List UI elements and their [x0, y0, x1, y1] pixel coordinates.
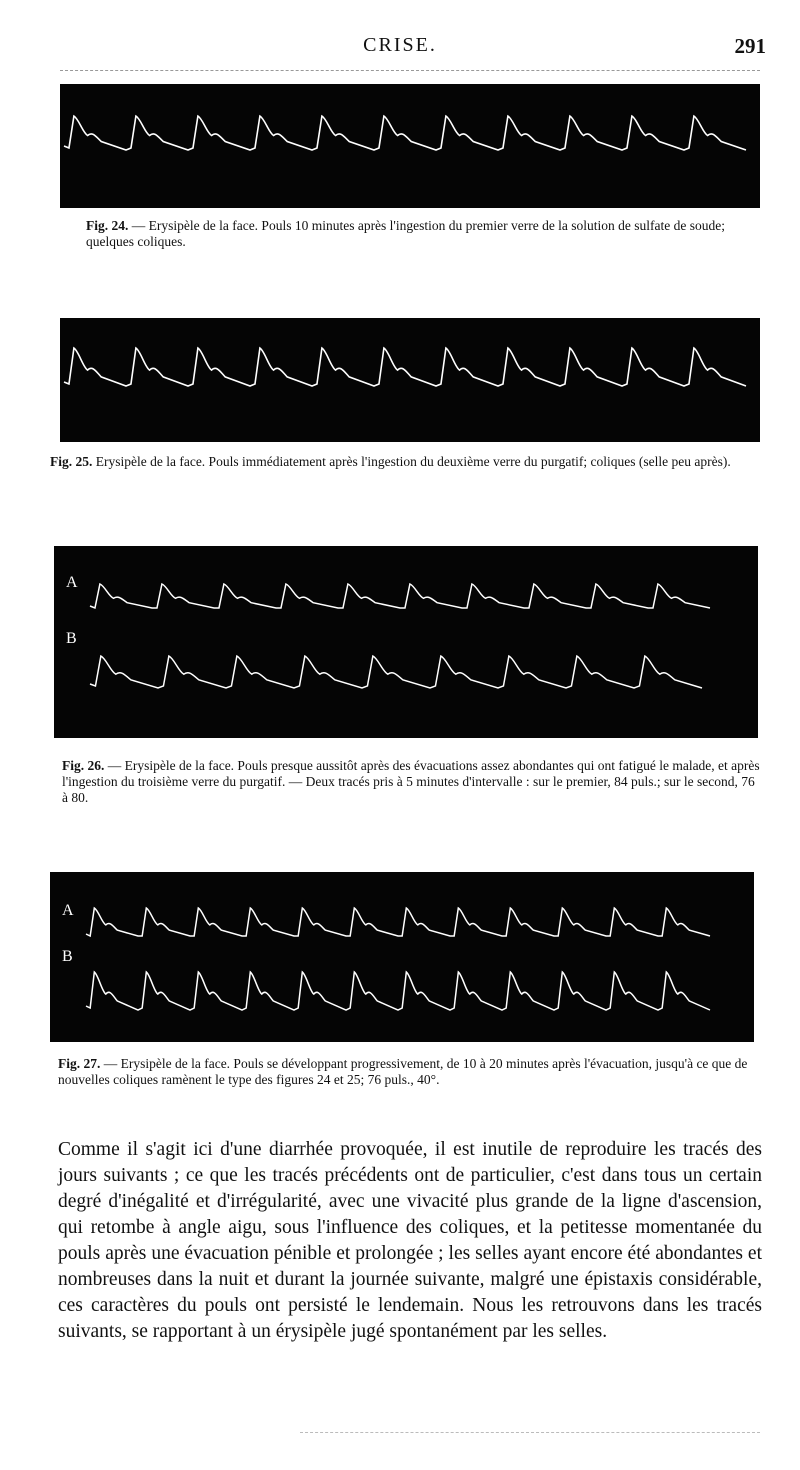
trace-label-a: A — [62, 902, 74, 919]
body-paragraph: Comme il s'agit ici d'une diarrhée provoquée, il est inutile de reproduire les tracés des jours suivants ; ce que les tracés précédents ont de particulier, c'est dans tous un certain degré d'inégalité et d'irrégularité, avec une vivacité plus grande de la ligne d'ascension, qui retombe à angle aigu, sous l'influence des coliques, et la petitesse momentanée du pouls après une évacuation pénible et prolongée ; les selles ayant encore été abondantes et nombreuses dans la nuit et durant la journée suivante, malgré une épistaxis considérable, ces caractères du pouls ont persisté le lendemain. Nous les retrouvons dans les tracés suivants, se rapportant à un érysipèle jugé spontanément par les selles. — [58, 1139, 762, 1342]
figure-number: Fig. 27. — [58, 1056, 101, 1071]
header-rule — [60, 70, 760, 71]
trace-label-b: B — [62, 948, 73, 965]
figure-caption-25 — [50, 454, 762, 470]
footer-rule — [300, 1432, 760, 1433]
pulse-trace-fig25 — [60, 318, 760, 442]
figure-caption-26 — [62, 758, 762, 806]
figure-caption-text: Erysipèle de la face. Pouls immédiatement après l'ingestion du deuxième verre du purgatif; coliques (selle peu après). — [95, 454, 731, 469]
pulse-trace-fig27 — [50, 872, 754, 1042]
figure-number: Fig. 25. — [50, 454, 93, 469]
pulse-trace-svg — [60, 318, 760, 442]
pulse-trace-svg — [60, 84, 760, 208]
trace-label-a: A — [66, 574, 78, 591]
page-number: 291 — [734, 34, 766, 58]
figure-number: Fig. 26. — [62, 758, 105, 773]
figure-caption-27 — [58, 1056, 760, 1088]
figure-caption-text: — Erysipèle de la face. Pouls presque aussitôt après des évacuations assez abondantes qui ont fatigué le malade, et après l'ingestion du troisième verre du purgatif. — Deux tracés pris à 5 minutes d'intervalle : sur le premier, 84 puls.; sur le second, 76 à 80. — [62, 758, 760, 805]
pulse-trace-fig26 — [54, 546, 758, 738]
trace-label-b: B — [66, 630, 77, 647]
pulse-trace-svg — [50, 872, 754, 1042]
figure-number: Fig. 24. — [86, 218, 129, 233]
pulse-trace-fig24 — [60, 84, 760, 208]
pulse-trace-svg — [54, 546, 758, 738]
figure-caption-text: — Erysipèle de la face. Pouls 10 minutes après l'ingestion du premier verre de la solution de sulfate de soude; quelques coliques. — [86, 218, 726, 249]
running-title: CRISE. — [363, 34, 437, 56]
figure-caption-24 — [86, 218, 756, 250]
page-header — [0, 30, 800, 60]
figure-caption-text: — Erysipèle de la face. Pouls se développant progressivement, de 10 à 20 minutes après l'évacuation, jusqu'à ce que de nouvelles coliques ramènent le type des figures 24 et 25; 76 puls., 40°. — [58, 1056, 748, 1087]
